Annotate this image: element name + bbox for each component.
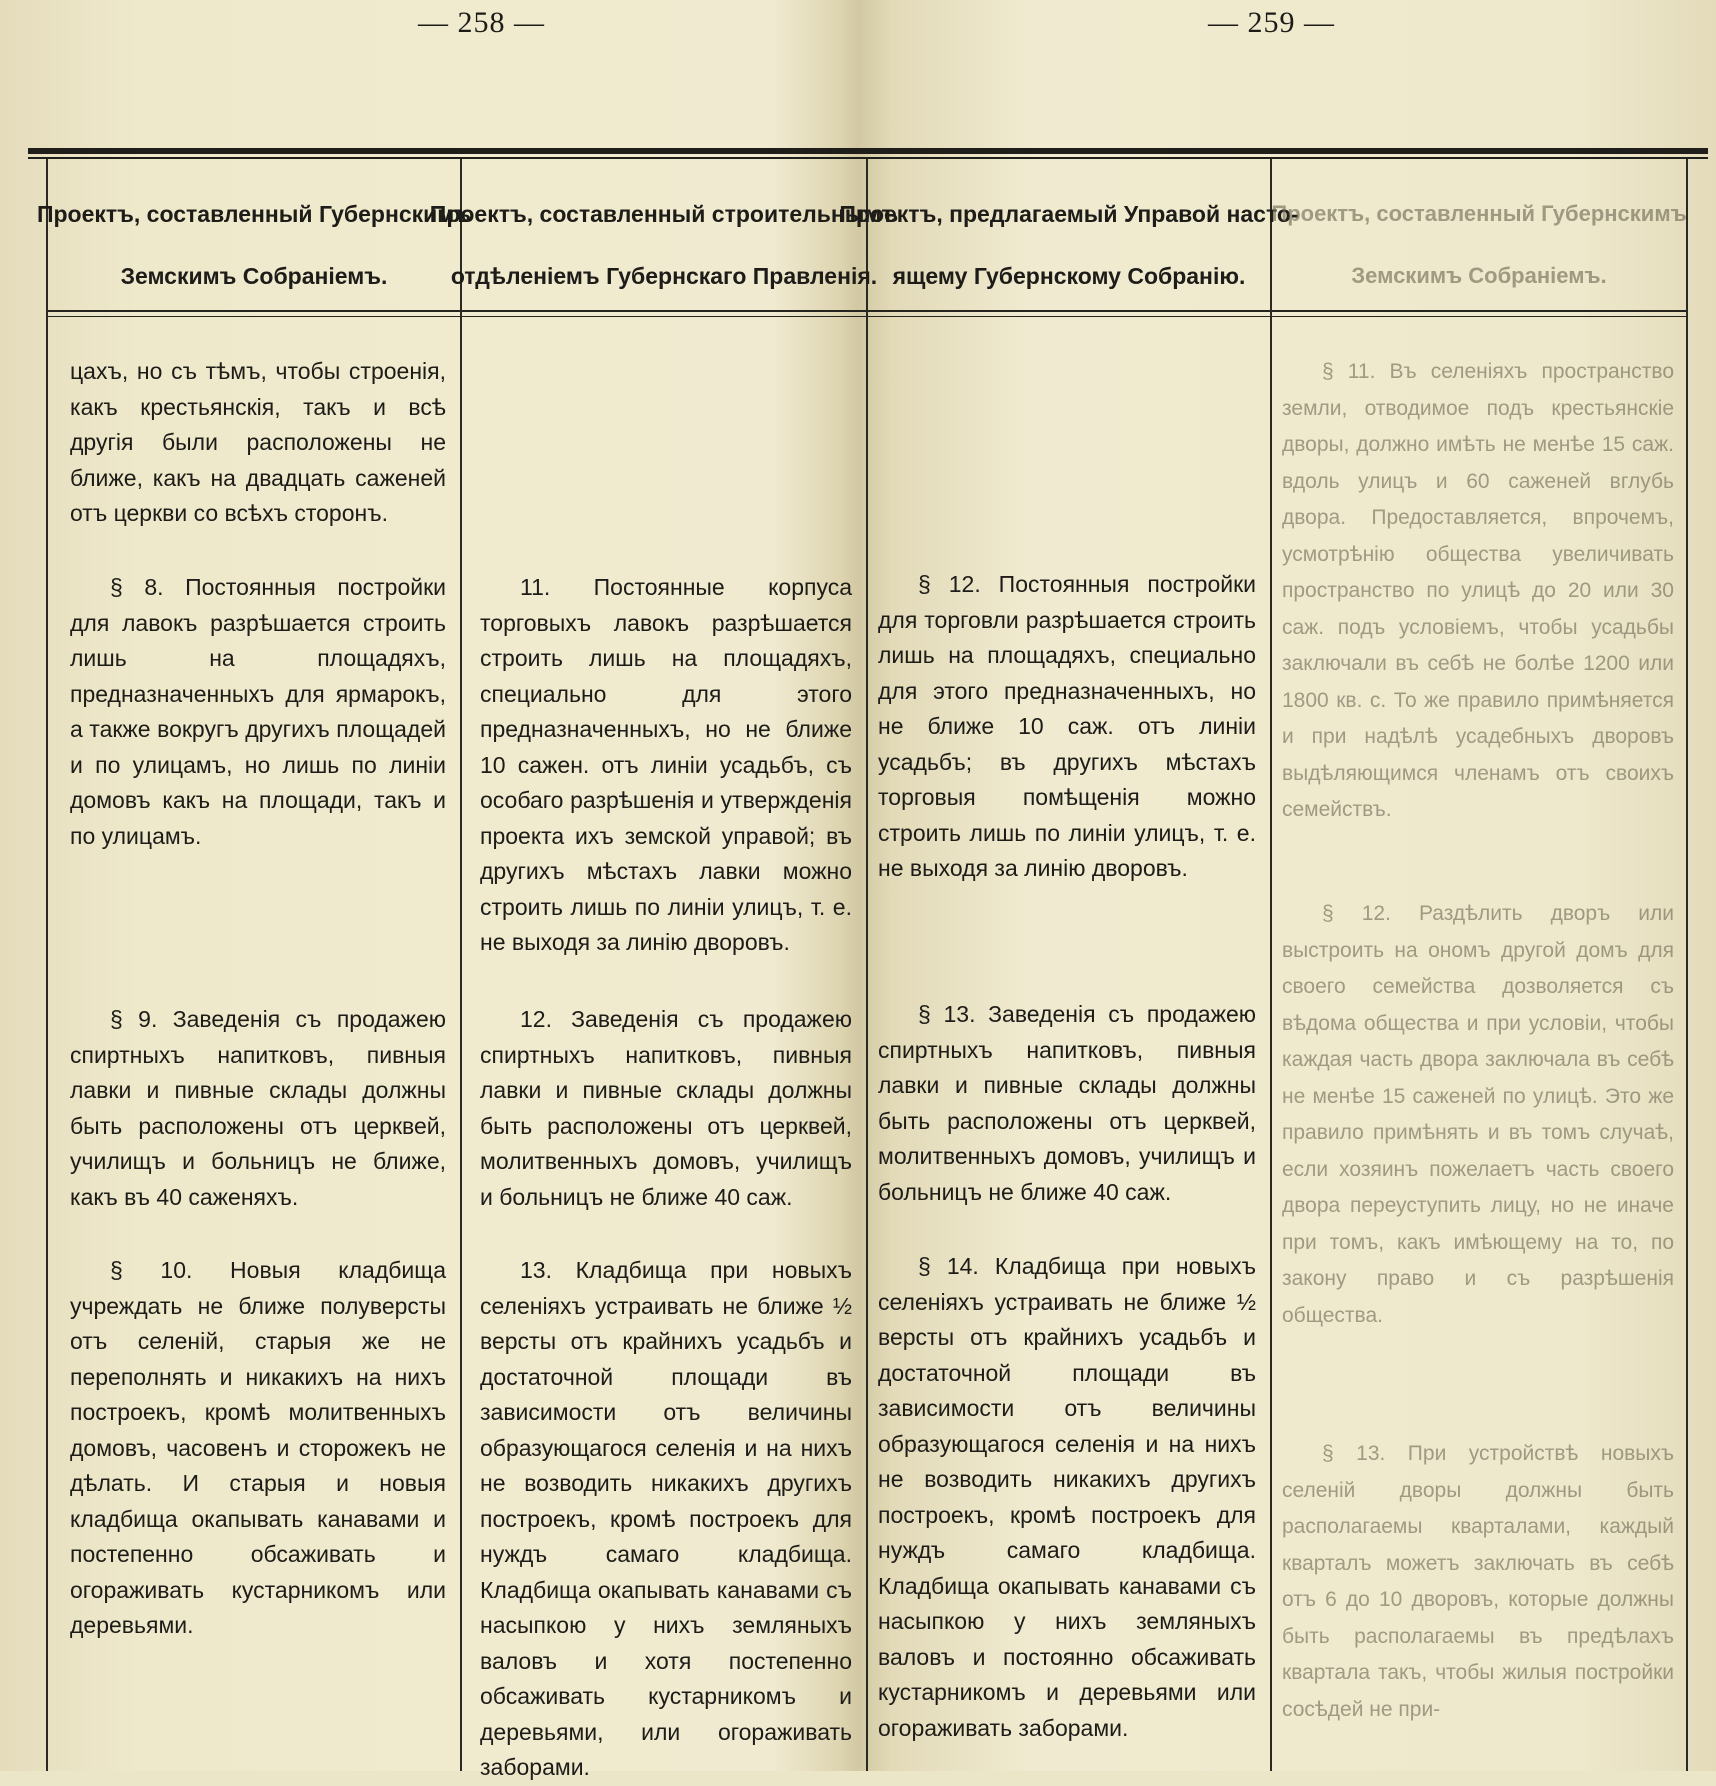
paragraph-8: § 8. Постоянныя постройки для лавокъ разрѣшается строить лишь на площадяхъ, предназначенныхъ для ярмарокъ, а также вокругъ другихъ площадей и по улицамъ, но лишь по линіи домовъ какъ на площади, такъ и по улицамъ.	[70, 574, 446, 849]
paragraph-12: § 12. Постоянныя постройки для торговли разрѣшается строить лишь на площадяхъ, специально для этого предназначенныхъ, но не ближе 10 саж. отъ линіи усадьбъ; въ другихъ мѣстахъ торговыя помѣщенія можно строить лишь по линіи улицъ, т. е. не выходя за линію дворовъ.	[878, 571, 1256, 881]
column-body	[868, 1249, 1270, 1746]
column-body	[868, 997, 1270, 1210]
column-body-faded	[1282, 896, 1674, 1334]
column-header-line: ящему Губернскому Собранію.	[892, 262, 1246, 289]
column-header-line: Земскимъ Собраніемъ.	[1351, 262, 1607, 288]
column-header	[429, 159, 899, 310]
column-header-line: Проектъ, составленный Губернскимъ	[1271, 200, 1687, 226]
paragraph-14: § 14. Кладбища при новыхъ селеніяхъ устраивать не ближе ½ версты отъ крайнихъ усадьбъ и достаточной площади въ зависимости отъ величины образующагося селенія и на нихъ не возводить никакихъ другихъ построекъ, кромѣ построекъ для нуждъ самаго кладбища. Кладбища окапывать канавами съ насыпкою у нихъ земляныхъ валовъ и постоянно обсаживать кустарникомъ и деревьями или огораживать заборами.	[878, 1253, 1256, 1741]
column-divider-3	[1270, 159, 1272, 1771]
column-body	[868, 567, 1270, 887]
table-top-rule	[28, 148, 1708, 154]
column-header	[839, 159, 1299, 310]
paragraph-9: § 9. Заведенія съ продажею спиртныхъ напитковъ, пивныя лавки и пивные склады должны быть расположены отъ церквей, училищъ и больницъ не ближе, какъ въ 40 саженяхъ.	[70, 1006, 446, 1210]
column-body	[48, 1002, 460, 1215]
paragraph-12: 12. Заведенія съ продажею спиртныхъ напитковъ, пивныя лавки и пивные склады должны быть расположены отъ церквей, молитвенныхъ домовъ, училищъ и больницъ не ближе 40 саж.	[480, 1006, 852, 1210]
page-number-right: — 259 —	[1208, 6, 1335, 39]
paragraph: цахъ, но съ тѣмъ, чтобы строенія, какъ крестьянскія, такъ и всѣ другія были расположены не ближе, какъ на двадцать саженей отъ церкви со всѣхъ сторонъ.	[70, 358, 446, 526]
paragraph-13: 13. Кладбища при новыхъ селеніяхъ устраивать не ближе ½ версты отъ крайнихъ усадьбъ и достаточной площади въ зависимости отъ величины образующагося селенія и на нихъ не возводить никакихъ другихъ построекъ, кромѣ построекъ для нуждъ самаго кладбища. Кладбища окапывать канавами съ насыпкою у нихъ земляныхъ валовъ и хотя постепенно обсаживать кустарникомъ и деревьями, или огораживать заборами.	[480, 1257, 852, 1780]
column-header-faded	[1272, 159, 1686, 310]
column-body	[462, 1253, 866, 1786]
column-body	[462, 570, 866, 961]
page-number-left: — 258 —	[418, 6, 545, 39]
column-construction-dept	[429, 159, 899, 1780]
column-body	[462, 1002, 866, 1215]
paragraph-11: § 11. Въ селеніяхъ пространство земли, отводимое подъ крестьянскіе дворы, должно имѣть не менѣе 15 саж. вдоль улицъ и 60 саженей вглубь двора. Предоставляется, впрочемъ, усмотрѣнію общества увеличивать пространство по улицѣ до 20 или 30 саж. подъ условіемъ, чтобы усадьбы заключали въ себѣ не болѣе 1200 или 1800 кв. с. То же правило примѣняется и при надѣлѣ усадебныхъ дворовъ выдѣляющимся членамъ отъ своихъ семействъ.	[1282, 360, 1674, 821]
column-body-faded	[1282, 1436, 1674, 1728]
column-header-line: отдѣленіемъ Губернскаго Правленія.	[450, 262, 878, 289]
column-zemstvo-assembly	[36, 159, 472, 1771]
column-body	[48, 570, 460, 854]
column-header	[36, 159, 472, 310]
column-board-proposal	[839, 159, 1299, 1771]
column-header-line: Проектъ, составленный Губернскимъ	[36, 200, 472, 227]
column-header-line: Проектъ, составленный строительнымъ	[429, 200, 899, 227]
paragraph-12: § 12. Раздѣлить дворъ или выстроить на ономъ другой домъ для своего семейства дозволяется съ вѣдома общества и при условіи, чтобы каждая часть двора заключала въ себѣ не менѣе 15 саженей по улицѣ. Это же правило примѣнять и въ томъ случаѣ, если хозяинъ пожелаетъ часть своего двора переуступить лицу, но не иначе при томъ, какъ имѣющему на то, по закону право и съ разрѣшенія общества.	[1282, 902, 1674, 1327]
column-header-line: Земскимъ Собраніемъ.	[120, 262, 388, 289]
column-body	[48, 1253, 460, 1644]
paragraph-11: 11. Постоянные корпуса торговыхъ лавокъ разрѣшается строить лишь на площадяхъ, специально для этого предназначенныхъ, но не ближе 10 сажен. отъ линіи усадьбъ, съ особаго разрѣшенія и утвержденія проекта ихъ земской управой; въ другихъ мѣстахъ лавки можно строить лишь по линіи улицъ, т. е. не выходя за линію дворовъ.	[480, 574, 852, 955]
column-divider-4	[1686, 159, 1688, 1771]
paragraph-10: § 10. Новыя кладбища учреждать не ближе полуверсты отъ селеній, старыя же не переполнять и никакихъ на нихъ построекъ, кромѣ молитвенныхъ домовъ, часовенъ и сторожекъ не дѣлать. И старыя и новыя кладбища окапывать канавами и постепенно обсаживать и огораживать кустарникомъ или деревьями.	[70, 1257, 446, 1638]
column-header-line: Проектъ, предлагаемый Управой насто-	[839, 200, 1299, 227]
paragraph-13: § 13. Заведенія съ продажею спиртныхъ напитковъ, пивныя лавки и пивные склады должны быть расположены отъ церквей, молитвенныхъ домовъ, училищъ и больницъ не ближе 40 саж.	[878, 1001, 1256, 1205]
paragraph-13: § 13. При устройствѣ новыхъ селеній дворы должны быть располагаемы кварталами, каждый кварталъ можетъ заключать въ себѣ отъ 6 до 10 дворовъ, которые должны быть располагаемы въ предѣлахъ квартала такъ, чтобы жилыя постройки сосѣдей не при-	[1282, 1442, 1674, 1721]
column-body	[48, 354, 460, 532]
column-body-faded	[1282, 354, 1674, 829]
